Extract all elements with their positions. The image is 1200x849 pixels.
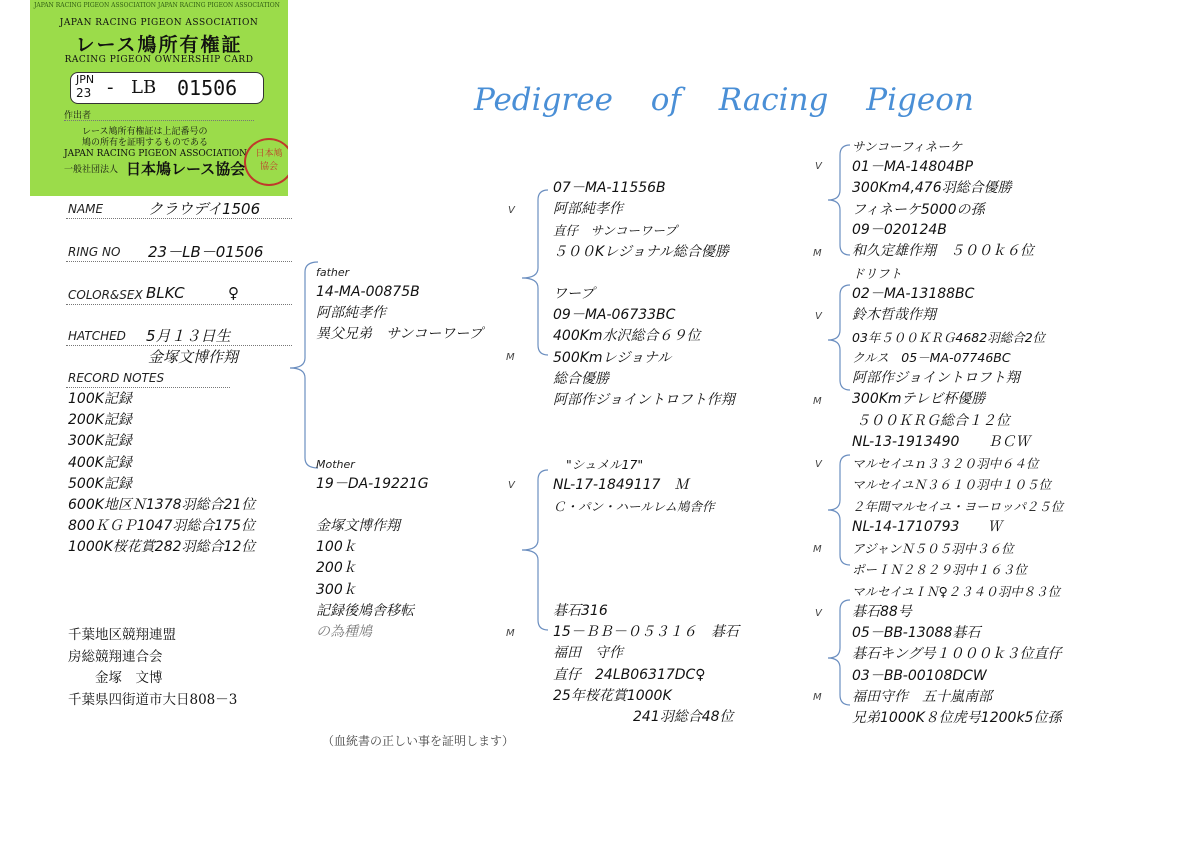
bracket-mf: [828, 455, 850, 565]
dam-marker: M: [813, 396, 822, 407]
pedigree-line: 阿部作ジョイントロフト翔: [852, 370, 1020, 387]
mother-line: 記録後鳩舎移転: [316, 602, 414, 619]
father-block: [316, 282, 483, 346]
card-title-en: RACING PIGEON OWNERSHIP CARD: [64, 55, 254, 65]
gg-mfm: [852, 517, 1060, 602]
ring-number: 01506: [177, 76, 238, 100]
pedigree-line: 阿部作ジョイントロフト作翔: [553, 392, 735, 409]
pedigree-line: 兄弟1000K８位虎号1200k5位孫: [852, 710, 1062, 727]
mother-block: [316, 516, 414, 643]
dam-marker: M: [506, 352, 515, 363]
mother-ring: 19－DA-19221G: [316, 476, 429, 492]
pedigree-line: 福田 守作: [553, 645, 623, 662]
card-issuer-jp: 日本鳩レース協会: [126, 160, 246, 178]
pedigree-line: 09－MA-06733BC: [553, 307, 676, 324]
pedigree-line: 02－MA-13188BC: [852, 286, 975, 303]
pedigree-line: フィネーケ5000の孫: [852, 201, 985, 218]
pedigree-line: NL-14-1710793 Ｗ: [852, 519, 1002, 535]
owner-address: 千葉県四街道市大日808－3: [68, 691, 238, 708]
mother-line: 100ｋ: [316, 539, 357, 556]
grandsire-paternal: [553, 178, 729, 263]
dam-marker: M: [506, 628, 515, 639]
sire-marker: V: [815, 459, 822, 470]
owner-block: [68, 625, 237, 711]
hatched-label: HATCHED: [68, 329, 126, 343]
gg-fmf: [852, 263, 1045, 348]
pedigree-line: 25年桜花賞1000K: [553, 687, 672, 704]
pedigree-line: 和久定雄作翔 ５００ｋ６位: [852, 243, 1034, 260]
dam-marker: M: [813, 544, 822, 555]
dam-marker: M: [813, 248, 822, 259]
bird-ring: 23－LB－01506: [148, 243, 264, 261]
dam-marker: M: [813, 692, 822, 703]
mother-note: の為種鳩: [316, 624, 372, 641]
pedigree-line: 300Kmテレビ杯優勝: [852, 391, 986, 408]
pedigree-line: 碁石316: [553, 603, 608, 619]
pedigree-line: 07－MA-11556B: [553, 180, 666, 196]
card-association-en: JAPAN RACING PIGEON ASSOCIATION: [59, 18, 259, 28]
pedigree-line: NL-17-1849117 Ｍ: [553, 477, 689, 493]
gg-mff: [852, 432, 1063, 517]
pedigree-line: 福田守作 五十嵐南部: [852, 689, 992, 706]
father-line: 阿部純孝作: [316, 305, 386, 322]
ring-code: LB: [131, 77, 157, 98]
pedigree-line: クルス 05－MA-07746BC: [852, 350, 1011, 365]
sire-marker: V: [815, 161, 822, 172]
father-line: 異父兄弟 サンコーワープ: [316, 326, 483, 343]
sire-marker: V: [508, 205, 515, 216]
ring-prefix-top: JPN: [76, 73, 95, 86]
pedigree-line: 241羽総合48位: [633, 709, 734, 726]
ring-dash: -: [107, 77, 114, 98]
ring-prefix-bottom: 23: [76, 86, 92, 100]
record-item: 200K記録: [68, 412, 132, 429]
bird-sex: ♀: [228, 284, 239, 302]
bracket-bird: [290, 262, 318, 468]
record-item: 400K記録: [68, 454, 132, 471]
pedigree-line: 500Kmレジョナル: [553, 349, 672, 366]
pedigree-line: 総合優勝: [553, 370, 609, 387]
sire-marker: V: [508, 480, 515, 491]
grandsire-maternal-name: [566, 454, 643, 475]
pedigree-line: ５００Kレジョナル総合優勝: [553, 243, 729, 260]
mother-line: 200ｋ: [316, 560, 357, 577]
page-title: Pedigree of Racing Pigeon: [474, 82, 974, 118]
pedigree-line: 09－020124B: [852, 222, 947, 238]
record-item: 1000K桜花賞282羽総合12位: [68, 539, 256, 556]
name-label: NAME: [68, 202, 104, 216]
record-notes-label: RECORD NOTES: [68, 371, 165, 385]
owner-union: 房総競翔連合会: [68, 648, 163, 665]
granddam-maternal: [553, 601, 739, 728]
card-issuer-en: JAPAN RACING PIGEON ASSOCIATION: [64, 149, 248, 159]
mother-label: Mother: [316, 458, 355, 471]
mother-line: 金塚文博作翔: [316, 518, 400, 534]
pedigree-line: 直仔 24LB06317DC♀: [553, 666, 706, 683]
card-issuer-prefix: 一般社団法人: [64, 165, 119, 175]
pedigree-line: ５００ＫＲＧ総合１２位: [856, 412, 1010, 429]
record-item: 300K記録: [68, 433, 132, 450]
pedigree-line: "シュメル17": [566, 457, 644, 472]
pedigree-line: サンコーフィネーケ: [852, 139, 963, 154]
pedigree-line: ２年間マルセイユ・ヨーロッパ２５位: [852, 498, 1064, 514]
granddam-paternal: [553, 284, 735, 411]
pedigree-line: 直仔 サンコーワープ: [553, 223, 677, 239]
bird-color: BLKC: [146, 284, 185, 302]
pedigree-line: ポーＩＮ２８２９羽中１６３位: [852, 562, 1028, 578]
gg-fmm: [852, 347, 1020, 432]
pedigree-line: 15－ＢＢ－０５３１６ 碁石: [553, 624, 739, 641]
record-item: 800ＫＧＰ1047羽総合175位: [68, 518, 256, 535]
bird-hatched: 5月１３日生: [146, 327, 231, 345]
pedigree-line: 阿部純孝作: [553, 201, 623, 218]
bracket-mother: [522, 470, 548, 630]
card-author-label: 作出者: [64, 111, 92, 121]
card-notice-2: 鳩の所有を証明するものである: [82, 138, 209, 148]
father-label: father: [316, 266, 350, 279]
pedigree-line: 碁石88号: [852, 604, 912, 620]
owner-name: 金塚 文博: [68, 670, 163, 686]
record-item: 500K記録: [68, 475, 132, 492]
pedigree-line: マルセイユｎ３３２０羽中６４位: [852, 456, 1039, 472]
ring-label: RING NO: [68, 245, 121, 259]
seal-text: 日本鳩 協会: [255, 149, 283, 172]
gg-fff: [852, 136, 1012, 221]
card-edge-text: JAPAN RACING PIGEON ASSOCIATION JAPAN RACING PIGEON ASSOCIATION: [34, 2, 280, 9]
pedigree-line: マルセイユＮ３６１０羽中１０５位: [852, 477, 1052, 493]
gg-mmm: [852, 666, 1061, 730]
pedigree-line: ワープ: [553, 286, 595, 302]
owner-federation: 千葉地区競翔連盟: [68, 627, 176, 643]
pedigree-line: 03－BB-00108DCW: [852, 668, 987, 684]
bracket-father: [522, 190, 548, 355]
pedigree-line: 鈴木哲哉作翔: [852, 307, 936, 324]
sire-marker: V: [815, 311, 822, 322]
sire-marker: V: [815, 608, 822, 619]
certification-footer: （血統書の正しい事を証明します）: [322, 734, 515, 748]
pedigree-line: 300Km4,476羽総合優勝: [852, 180, 1012, 197]
mother-line: 300ｋ: [316, 581, 357, 598]
pedigree-line: Ｃ・パン・ハールレム鳩舎作: [553, 499, 715, 515]
gg-ffm: [852, 220, 1034, 262]
pedigree-line: 碁石キング号１０００ｋ３位直仔: [852, 646, 1062, 663]
gg-mmf: [852, 602, 1062, 666]
record-item: 600K地区Ｎ1378羽総合21位: [68, 497, 256, 514]
bracket-mm: [828, 600, 850, 705]
bird-name: クラウデイ1506: [148, 200, 261, 218]
bracket-ff: [828, 145, 850, 255]
pedigree-line: 01－MA-14804BP: [852, 159, 974, 176]
bracket-fm: [828, 285, 850, 390]
pedigree-line: 03年５００ＫＲＧ4682羽総合2位: [852, 329, 1046, 345]
pedigree-line: マルセイユＩＮ♀２３４０羽中８３位: [852, 583, 1061, 599]
card-notice-1: レース鳩所有権証は上記番号の: [82, 127, 208, 137]
record-list: [68, 389, 255, 559]
card-title-jp: レース鳩所有権証: [75, 34, 243, 56]
pedigree-line: ドリフト: [852, 266, 903, 281]
father-line: 14-MA-00875B: [316, 284, 420, 300]
bird-breeder: 金塚文博作翔: [148, 348, 239, 366]
record-item: 100K記録: [68, 391, 132, 407]
pedigree-line: NL-13-1913490 ＢＣＷ: [852, 434, 1030, 450]
pedigree-line: アジャンＮ５０５羽中３６位: [852, 541, 1014, 557]
color-sex-label: COLOR&SEX: [68, 288, 143, 302]
pedigree-line: 05－BB-13088碁石: [852, 625, 981, 642]
pedigree-line: 400Km水沢総合６９位: [553, 328, 701, 345]
grandsire-maternal: [553, 475, 714, 517]
